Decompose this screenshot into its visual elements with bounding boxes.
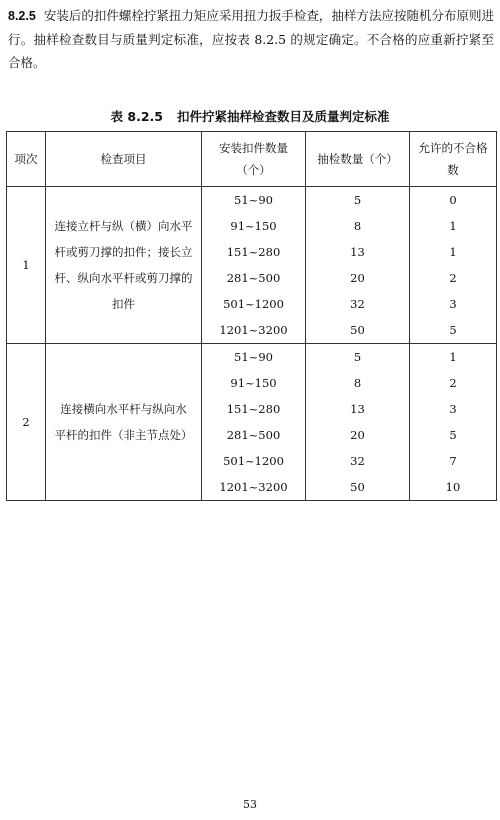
inspection-item-line: 连接立杆与纵（横）向水平	[54, 219, 193, 233]
header-quantity-line2: （个）	[236, 163, 271, 177]
header-quantity-line1: 安装扣件数量	[219, 141, 288, 155]
inspection-item	[46, 344, 202, 501]
cell-quantity: 91~150	[202, 213, 306, 239]
cell-quantity: 151~280	[202, 239, 306, 265]
cell-sample: 50	[306, 474, 410, 501]
header-index: 项次	[7, 132, 46, 187]
table-title-number: 表 8.2.5	[110, 109, 163, 124]
cell-quantity: 281~500	[202, 265, 306, 291]
cell-sample: 20	[306, 265, 410, 291]
cell-sample: 13	[306, 239, 410, 265]
cell-sample: 32	[306, 448, 410, 474]
clause-paragraph	[8, 4, 494, 74]
header-quantity	[202, 132, 306, 187]
cell-sample: 13	[306, 396, 410, 422]
table-title-text: 扣件拧紧抽样检查数目及质量判定标准	[176, 109, 390, 124]
clause-number: 8.2.5	[8, 9, 36, 23]
cell-allowed: 0	[410, 187, 497, 214]
row-index: 2	[7, 344, 46, 501]
clause-text: 安装后的扣件螺栓拧紧扭力矩应采用扭力扳手检查，抽样方法应按随机分布原则进行。抽样检查数目与质量判定标准，应按表 8.2.5 的规定确定。不合格的应重新拧紧至合格。	[8, 8, 494, 70]
cell-quantity: 501~1200	[202, 448, 306, 474]
page-number: 53	[243, 798, 257, 811]
cell-allowed: 2	[410, 265, 497, 291]
cell-sample: 20	[306, 422, 410, 448]
cell-sample: 5	[306, 187, 410, 214]
header-allowed	[410, 132, 497, 187]
cell-allowed: 5	[410, 317, 497, 344]
cell-allowed: 2	[410, 370, 497, 396]
inspection-item-line: 杆、纵向水平杆或剪刀撑的	[54, 271, 193, 285]
cell-allowed: 10	[410, 474, 497, 501]
table-row	[7, 344, 497, 371]
cell-allowed: 7	[410, 448, 497, 474]
cell-quantity: 1201~3200	[202, 317, 306, 344]
table-header-row	[7, 132, 497, 187]
cell-allowed: 3	[410, 396, 497, 422]
inspection-item-line: 杆或剪刀撑的扣件；接长立	[54, 245, 193, 259]
table-row	[7, 187, 497, 214]
cell-quantity: 281~500	[202, 422, 306, 448]
cell-quantity: 51~90	[202, 344, 306, 371]
inspection-item	[46, 187, 202, 344]
cell-sample: 5	[306, 344, 410, 371]
header-sample: 抽检数量（个）	[306, 132, 410, 187]
header-item: 检查项目	[46, 132, 202, 187]
cell-quantity: 91~150	[202, 370, 306, 396]
cell-sample: 8	[306, 213, 410, 239]
cell-allowed: 3	[410, 291, 497, 317]
cell-allowed: 1	[410, 213, 497, 239]
cell-allowed: 1	[410, 344, 497, 371]
cell-quantity: 51~90	[202, 187, 306, 214]
header-allowed-line1: 允许的不合格	[418, 141, 488, 155]
table-body	[7, 187, 497, 501]
inspection-item-line: 扣件	[112, 297, 135, 311]
header-allowed-line2: 数	[447, 163, 459, 177]
cell-quantity: 501~1200	[202, 291, 306, 317]
cell-sample: 50	[306, 317, 410, 344]
cell-sample: 8	[306, 370, 410, 396]
cell-quantity: 151~280	[202, 396, 306, 422]
table-title	[0, 107, 500, 125]
cell-allowed: 5	[410, 422, 497, 448]
cell-allowed: 1	[410, 239, 497, 265]
inspection-item-line: 连接横向水平杆与纵向水	[60, 402, 187, 416]
cell-quantity: 1201~3200	[202, 474, 306, 501]
row-index: 1	[7, 187, 46, 344]
inspection-item-line: 平杆的扣件（非主节点处）	[54, 428, 193, 442]
cell-sample: 32	[306, 291, 410, 317]
inspection-table	[6, 131, 497, 501]
